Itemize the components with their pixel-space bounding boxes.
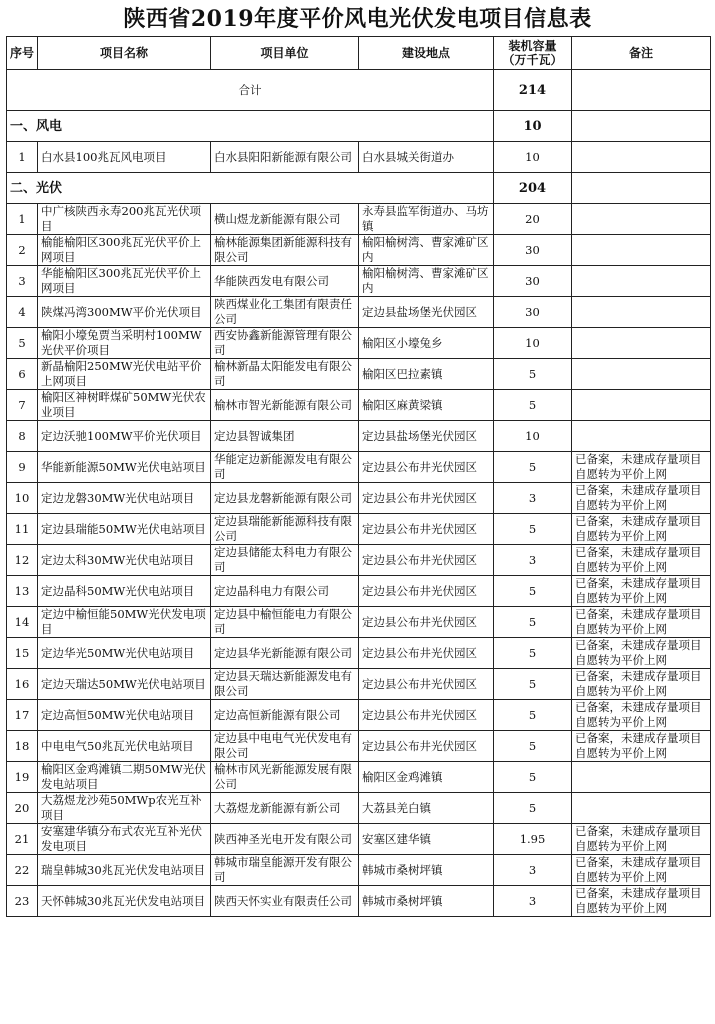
cell-site: 定边县公布井光伏园区 [359,700,494,731]
cell-seq: 4 [7,297,38,328]
cell-site: 定边县公布井光伏园区 [359,607,494,638]
cell-site: 安塞区建华镇 [359,824,494,855]
cell-site: 大荔县羌白镇 [359,793,494,824]
header-unit: 项目单位 [211,37,359,70]
cell-seq: 9 [7,452,38,483]
cell-project-name: 中广核陕西永寿200兆瓦光伏项目 [38,204,211,235]
cell-capacity: 5 [494,762,572,793]
cell-seq: 14 [7,607,38,638]
cell-capacity: 5 [494,793,572,824]
cell-capacity: 5 [494,700,572,731]
table-row [7,886,711,917]
table-row [7,235,711,266]
table-row [7,731,711,762]
table-body [7,70,711,917]
table-row [7,855,711,886]
cell-remark [572,359,711,390]
cell-capacity: 3 [494,483,572,514]
cell-seq: 3 [7,266,38,297]
cell-remark [572,421,711,452]
cell-project-name: 瑞皇韩城30兆瓦光伏发电站项目 [38,855,211,886]
cell-capacity: 5 [494,669,572,700]
cell-project-name: 榆阳区神树畔煤矿50MW光伏农业项目 [38,390,211,421]
cell-seq: 15 [7,638,38,669]
cell-project-unit: 定边县中电电气光伏发电有限公司 [211,731,359,762]
cell-site: 榆阳区小壕兔乡 [359,328,494,359]
cell-seq: 18 [7,731,38,762]
cell-seq: 10 [7,483,38,514]
table-row [7,638,711,669]
cell-site: 定边县盐场堡光伏园区 [359,421,494,452]
cell-capacity: 10 [494,142,572,173]
cell-remark [572,390,711,421]
cell-site: 定边县公布井光伏园区 [359,514,494,545]
cell-remark: 已备案，未建成存量项目自愿转为平价上网 [572,638,711,669]
table-row [7,793,711,824]
cell-remark [572,297,711,328]
cell-remark: 已备案，未建成存量项目自愿转为平价上网 [572,545,711,576]
table-row [7,483,711,514]
table-row [7,762,711,793]
cell-remark: 已备案，未建成存量项目自愿转为平价上网 [572,669,711,700]
cell-project-unit: 横山煜龙新能源有限公司 [211,204,359,235]
cell-project-unit: 陕西天怀实业有限责任公司 [211,886,359,917]
cell-seq: 20 [7,793,38,824]
table-row [7,669,711,700]
table-row [7,700,711,731]
cell-project-name: 榆阳区金鸡滩镇二期50MW光伏发电站项目 [38,762,211,793]
cell-capacity: 30 [494,297,572,328]
cell-site: 白水县城关街道办 [359,142,494,173]
cell-site: 定边县公布井光伏园区 [359,576,494,607]
table-row [7,204,711,235]
cell-seq: 2 [7,235,38,266]
section-title: 二、光伏 [7,173,494,204]
cell-seq: 1 [7,204,38,235]
header-row [7,37,711,70]
cell-site: 定边县公布井光伏园区 [359,731,494,762]
cell-site: 榆阳榆树湾、曹家滩矿区内 [359,266,494,297]
table-row [7,328,711,359]
cell-capacity: 5 [494,452,572,483]
cell-project-unit: 定边县华光新能源有限公司 [211,638,359,669]
cell-project-unit: 定边县中榆恒能电力有限公司 [211,607,359,638]
cell-project-unit: 华能陕西发电有限公司 [211,266,359,297]
cell-project-name: 定边华光50MW光伏电站项目 [38,638,211,669]
cell-remark [572,266,711,297]
cell-seq: 23 [7,886,38,917]
table-row [7,266,711,297]
cell-project-name: 新晶榆阳250MW光伏电站平价上网项目 [38,359,211,390]
cell-project-unit: 白水县阳阳新能源有限公司 [211,142,359,173]
cell-capacity: 3 [494,855,572,886]
cell-remark [572,328,711,359]
cell-project-name: 定边龙磐30MW光伏电站项目 [38,483,211,514]
cell-project-unit: 韩城市瑞皇能源开发有限公司 [211,855,359,886]
cell-project-unit: 榆林能源集团新能源科技有限公司 [211,235,359,266]
cell-site: 榆阳区金鸡滩镇 [359,762,494,793]
cell-seq: 17 [7,700,38,731]
section-remark [572,111,711,142]
cell-remark: 已备案，未建成存量项目自愿转为平价上网 [572,824,711,855]
cell-capacity: 10 [494,421,572,452]
cell-seq: 7 [7,390,38,421]
page-title: 陕西省2019年度平价风电光伏发电项目信息表 [123,6,592,32]
cell-remark: 已备案，未建成存量项目自愿转为平价上网 [572,514,711,545]
cell-seq: 1 [7,142,38,173]
cell-capacity: 10 [494,328,572,359]
cell-capacity: 5 [494,638,572,669]
cell-project-unit: 榆林市智光新能源有限公司 [211,390,359,421]
cell-capacity: 5 [494,390,572,421]
cell-capacity: 5 [494,359,572,390]
table-row [7,359,711,390]
cell-site: 韩城市桑树坪镇 [359,855,494,886]
header-site: 建设地点 [359,37,494,70]
cell-seq: 5 [7,328,38,359]
cell-capacity: 3 [494,545,572,576]
cell-project-name: 华能榆阳区300兆瓦光伏平价上网项目 [38,266,211,297]
cell-project-unit: 大荔煜龙新能源有新公司 [211,793,359,824]
header-remark: 备注 [572,37,711,70]
cell-remark [572,762,711,793]
cell-seq: 19 [7,762,38,793]
table-row [7,514,711,545]
cell-remark: 已备案，未建成存量项目自愿转为平价上网 [572,700,711,731]
cell-remark: 已备案，未建成存量项目自愿转为平价上网 [572,576,711,607]
header-name: 项目名称 [38,37,211,70]
cell-project-name: 定边太科30MW光伏电站项目 [38,545,211,576]
cell-project-unit: 定边县储能太科电力有限公司 [211,545,359,576]
cell-project-unit: 定边县龙磐新能源有限公司 [211,483,359,514]
cell-site: 定边县公布井光伏园区 [359,545,494,576]
cell-seq: 13 [7,576,38,607]
cell-site: 定边县公布井光伏园区 [359,483,494,514]
cell-project-name: 定边晶科50MW光伏电站项目 [38,576,211,607]
section-title: 一、风电 [7,111,494,142]
table-row [7,390,711,421]
cell-site: 榆阳区巴拉素镇 [359,359,494,390]
cell-site: 永寿县监军街道办、马坊镇 [359,204,494,235]
cell-site: 定边县公布井光伏园区 [359,452,494,483]
section-value: 10 [494,111,572,142]
cell-site: 榆阳榆树湾、曹家滩矿区内 [359,235,494,266]
cell-seq: 6 [7,359,38,390]
cell-project-unit: 榆林新晶太阳能发电有限公司 [211,359,359,390]
cell-seq: 22 [7,855,38,886]
table-row [7,824,711,855]
cell-project-name: 榆能榆阳区300兆瓦光伏平价上网项目 [38,235,211,266]
cell-seq: 11 [7,514,38,545]
cell-remark [572,204,711,235]
cell-project-unit: 定边晶科电力有限公司 [211,576,359,607]
cell-seq: 16 [7,669,38,700]
cell-project-unit: 陕西神圣光电开发有限公司 [211,824,359,855]
section-row [7,111,711,142]
cell-capacity: 30 [494,266,572,297]
cell-project-unit: 华能定边新能源发电有限公司 [211,452,359,483]
section-row [7,173,711,204]
project-table [6,36,711,917]
cell-project-name: 华能新能源50MW光伏电站项目 [38,452,211,483]
section-remark [572,173,711,204]
cell-site: 定边县公布井光伏园区 [359,638,494,669]
table-row [7,297,711,328]
cell-project-unit: 定边县智诚集团 [211,421,359,452]
cell-project-name: 大荔煜龙沙苑50MWp农光互补项目 [38,793,211,824]
table-row [7,576,711,607]
cell-remark: 已备案，未建成存量项目自愿转为平价上网 [572,607,711,638]
cell-project-name: 安塞建华镇分布式农光互补光伏发电项目 [38,824,211,855]
cell-seq: 8 [7,421,38,452]
cell-capacity: 5 [494,576,572,607]
total-remark [572,70,711,111]
cell-project-unit: 定边高恒新能源有限公司 [211,700,359,731]
cell-capacity: 5 [494,514,572,545]
cell-site: 定边县公布井光伏园区 [359,669,494,700]
cell-remark: 已备案，未建成存量项目自愿转为平价上网 [572,452,711,483]
cell-project-name: 榆阳小壕兔贾当采明村100MW光伏平价项目 [38,328,211,359]
cell-seq: 12 [7,545,38,576]
cell-project-name: 定边县瑞能50MW光伏电站项目 [38,514,211,545]
total-row [7,70,711,111]
cell-remark: 已备案，未建成存量项目自愿转为平价上网 [572,731,711,762]
section-value: 204 [494,173,572,204]
table-row [7,452,711,483]
cell-project-name: 定边天瑞达50MW光伏电站项目 [38,669,211,700]
cell-capacity: 5 [494,607,572,638]
cell-project-name: 中电电气50兆瓦光伏电站项目 [38,731,211,762]
cell-project-name: 定边中榆恒能50MW光伏发电项目 [38,607,211,638]
cell-seq: 21 [7,824,38,855]
cell-project-name: 定边高恒50MW光伏电站项目 [38,700,211,731]
cell-project-name: 陕煤冯湾300MW平价光伏项目 [38,297,211,328]
cell-project-name: 天怀韩城30兆瓦光伏发电站项目 [38,886,211,917]
cell-project-unit: 陕西煤业化工集团有限责任公司 [211,297,359,328]
cell-project-name: 定边沃驰100MW平价光伏项目 [38,421,211,452]
cell-project-unit: 榆林市风光新能源发展有限公司 [211,762,359,793]
header-capacity: 装机容量 （万千瓦） [494,37,572,70]
cell-project-unit: 定边县瑞能新能源科技有限公司 [211,514,359,545]
cell-remark [572,142,711,173]
cell-capacity: 20 [494,204,572,235]
table-row [7,607,711,638]
cell-remark [572,793,711,824]
cell-capacity: 30 [494,235,572,266]
cell-capacity: 5 [494,731,572,762]
cell-capacity: 1.95 [494,824,572,855]
cell-project-name: 白水县100兆瓦风电项目 [38,142,211,173]
cell-remark [572,235,711,266]
cell-capacity: 3 [494,886,572,917]
cell-remark: 已备案，未建成存量项目自愿转为平价上网 [572,855,711,886]
cell-remark: 已备案，未建成存量项目自愿转为平价上网 [572,886,711,917]
table-row [7,142,711,173]
header-seq: 序号 [7,37,38,70]
cell-project-unit: 西安协鑫新能源管理有限公司 [211,328,359,359]
cell-project-unit: 定边县天瑞达新能源发电有限公司 [211,669,359,700]
table-row [7,545,711,576]
total-value: 214 [494,70,572,111]
cell-site: 韩城市桑树坪镇 [359,886,494,917]
cell-site: 定边县盐场堡光伏园区 [359,297,494,328]
cell-site: 榆阳区麻黄梁镇 [359,390,494,421]
table-row [7,421,711,452]
total-label: 合计 [7,70,494,111]
cell-remark: 已备案，未建成存量项目自愿转为平价上网 [572,483,711,514]
